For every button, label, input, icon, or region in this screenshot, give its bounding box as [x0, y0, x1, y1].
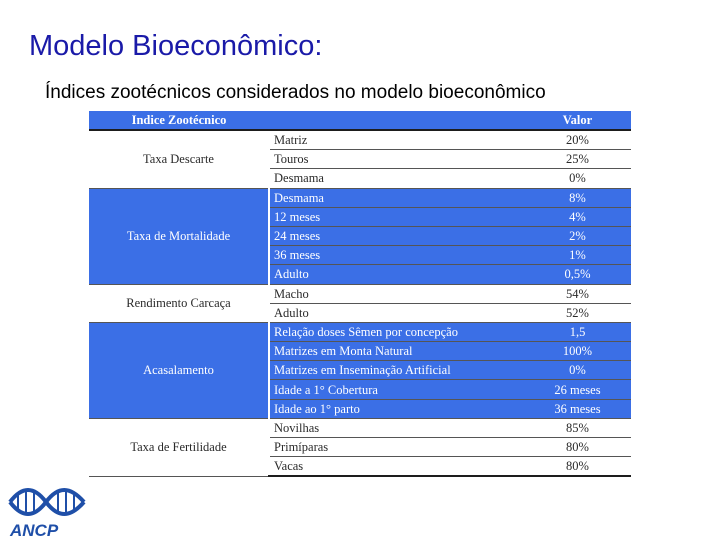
row-value: 1,5 [524, 322, 631, 341]
zootechnical-indices-table [89, 111, 631, 477]
group-label: Rendimento Carcaça [89, 284, 269, 322]
slide-subtitle: Índices zootécnicos considerados no modelo bioeconômico [45, 82, 546, 103]
header-subitem [269, 111, 524, 130]
row-label: Matriz [269, 130, 524, 150]
row-value: 25% [524, 150, 631, 169]
table-row [89, 284, 631, 303]
table-header-row [89, 111, 631, 130]
row-label: Relação doses Sêmen por concepção [269, 322, 524, 341]
row-value: 52% [524, 303, 631, 322]
row-value: 2% [524, 226, 631, 245]
group-label: Taxa de Fertilidade [89, 418, 269, 476]
row-label: Idade ao 1° parto [269, 399, 524, 418]
row-value: 1% [524, 246, 631, 265]
row-label: Matrizes em Inseminação Artificial [269, 361, 524, 380]
row-label: 12 meses [269, 207, 524, 226]
row-label: Primíparas [269, 438, 524, 457]
header-valor: Valor [524, 111, 631, 130]
row-label: Desmama [269, 169, 524, 188]
row-value: 20% [524, 130, 631, 150]
group-label: Acasalamento [89, 322, 269, 418]
row-value: 85% [524, 418, 631, 437]
row-value: 80% [524, 457, 631, 477]
slide-title: Modelo Bioeconômico: [29, 30, 323, 62]
row-label: Touros [269, 150, 524, 169]
row-value: 80% [524, 438, 631, 457]
row-label: Vacas [269, 457, 524, 477]
row-value: 0% [524, 169, 631, 188]
dna-helix-icon [10, 490, 84, 514]
row-value: 0% [524, 361, 631, 380]
row-label: Idade a 1° Cobertura [269, 380, 524, 399]
table-row [89, 418, 631, 437]
row-value: 8% [524, 188, 631, 207]
row-label: Desmama [269, 188, 524, 207]
row-value: 26 meses [524, 380, 631, 399]
row-label: Macho [269, 284, 524, 303]
logo-text: ANCP [10, 521, 59, 538]
row-label: 24 meses [269, 226, 524, 245]
table-row [89, 130, 631, 150]
row-value: 36 meses [524, 399, 631, 418]
ancp-logo [4, 484, 90, 538]
row-label: Adulto [269, 265, 524, 284]
group-label: Taxa Descarte [89, 130, 269, 188]
row-value: 0,5% [524, 265, 631, 284]
row-label: Novilhas [269, 418, 524, 437]
row-value: 54% [524, 284, 631, 303]
row-label: 36 meses [269, 246, 524, 265]
group-label: Taxa de Mortalidade [89, 188, 269, 284]
table-row [89, 188, 631, 207]
row-value: 4% [524, 207, 631, 226]
row-label: Adulto [269, 303, 524, 322]
table-row [89, 322, 631, 341]
header-indice: Indice Zootécnico [89, 111, 269, 130]
row-label: Matrizes em Monta Natural [269, 342, 524, 361]
row-value: 100% [524, 342, 631, 361]
